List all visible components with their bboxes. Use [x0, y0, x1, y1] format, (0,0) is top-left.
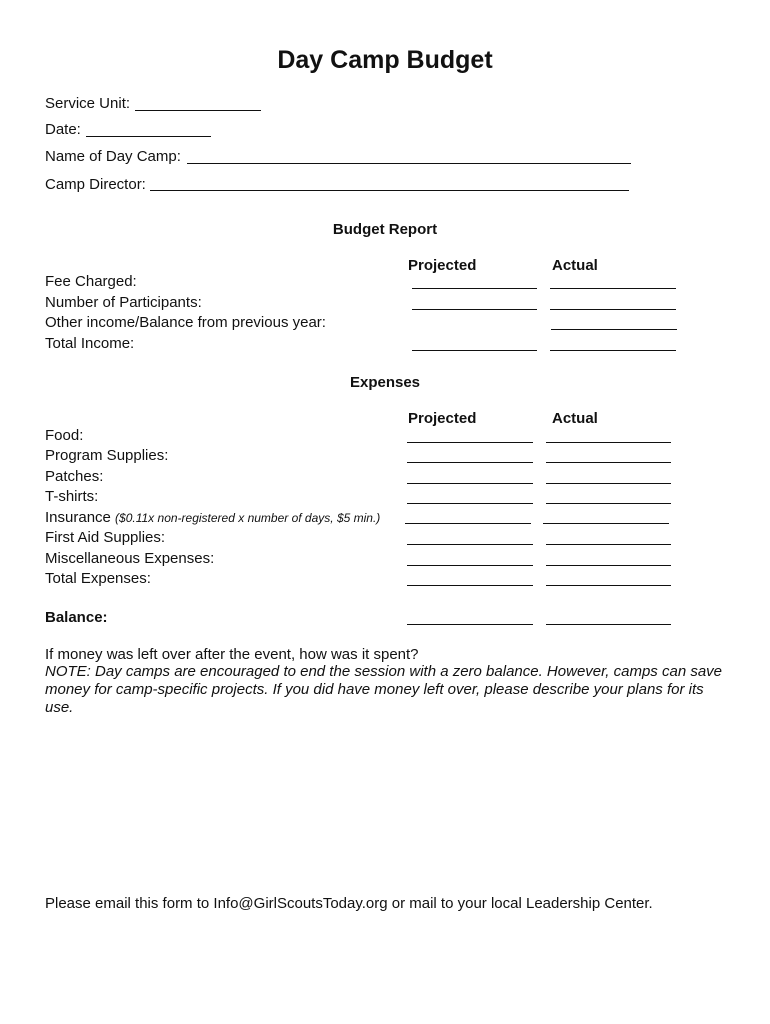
total-income-label: Total Income: — [45, 335, 135, 352]
misc-expenses-projected-field[interactable] — [407, 565, 533, 566]
patches-label: Patches: — [45, 468, 104, 485]
budget-report-title: Budget Report — [332, 221, 438, 238]
insurance-projected-field[interactable] — [405, 523, 531, 524]
camp-director-label: Camp Director: — [45, 176, 146, 193]
balance-actual-field[interactable] — [546, 624, 671, 625]
participants-label: Number of Participants: — [45, 294, 202, 311]
expenses-title: Expenses — [349, 374, 421, 391]
participants-projected-field[interactable] — [412, 309, 537, 310]
total-expenses-actual-field[interactable] — [546, 585, 671, 586]
other-income-actual-field[interactable] — [551, 329, 677, 330]
participants-actual-field[interactable] — [550, 309, 676, 310]
first-aid-projected-field[interactable] — [407, 544, 533, 545]
document-title: Day Camp Budget — [277, 46, 493, 74]
insurance-row — [45, 509, 380, 526]
fee-charged-actual-field[interactable] — [550, 288, 676, 289]
food-projected-field[interactable] — [407, 442, 533, 443]
program-supplies-label: Program Supplies: — [45, 447, 169, 464]
patches-projected-field[interactable] — [407, 483, 533, 484]
tshirts-actual-field[interactable] — [546, 503, 671, 504]
tshirts-projected-field[interactable] — [407, 503, 533, 504]
balance-label: Balance: — [45, 609, 108, 626]
insurance-note: ($0.11x non-registered x number of days, $5 min.) — [115, 511, 381, 525]
food-label: Food: — [45, 427, 84, 444]
fee-charged-label: Fee Charged: — [45, 273, 137, 290]
total-expenses-projected-field[interactable] — [407, 585, 533, 586]
service-unit-label: Service Unit: — [45, 95, 131, 112]
total-income-projected-field[interactable] — [412, 350, 537, 351]
total-expenses-label: Total Expenses: — [45, 570, 151, 587]
insurance-label: Insurance — [45, 509, 111, 526]
balance-projected-field[interactable] — [407, 624, 533, 625]
budget-projected-header: Projected — [408, 257, 477, 274]
camp-director-field[interactable] — [150, 190, 629, 191]
expenses-actual-header: Actual — [552, 410, 598, 427]
day-camp-name-field[interactable] — [187, 163, 631, 164]
first-aid-label: First Aid Supplies: — [45, 529, 166, 546]
expenses-projected-header: Projected — [408, 410, 477, 427]
fee-charged-projected-field[interactable] — [412, 288, 537, 289]
footer-instructions: Please email this form to Info@GirlScoutsToday.org or mail to your local Leadership Center. — [45, 895, 653, 912]
date-label: Date: — [45, 121, 81, 138]
misc-expenses-actual-field[interactable] — [546, 565, 671, 566]
total-income-actual-field[interactable] — [550, 350, 676, 351]
budget-actual-header: Actual — [552, 257, 598, 274]
day-camp-name-label: Name of Day Camp: — [45, 148, 181, 165]
food-actual-field[interactable] — [546, 442, 671, 443]
misc-expenses-label: Miscellaneous Expenses: — [45, 550, 215, 567]
leftover-question: If money was left over after the event, how was it spent? — [45, 646, 419, 663]
tshirts-label: T-shirts: — [45, 488, 99, 505]
first-aid-actual-field[interactable] — [546, 544, 671, 545]
date-field[interactable] — [86, 136, 211, 137]
program-supplies-actual-field[interactable] — [546, 462, 671, 463]
patches-actual-field[interactable] — [546, 483, 671, 484]
program-supplies-projected-field[interactable] — [407, 462, 533, 463]
service-unit-field[interactable] — [135, 110, 261, 111]
zero-balance-note: NOTE: Day camps are encouraged to end the session with a zero balance. However, camps can save money for camp-specific projects. If you did have money left over, please describe your plans for its use. — [45, 663, 723, 716]
other-income-label: Other income/Balance from previous year: — [45, 314, 326, 331]
insurance-actual-field[interactable] — [543, 523, 669, 524]
